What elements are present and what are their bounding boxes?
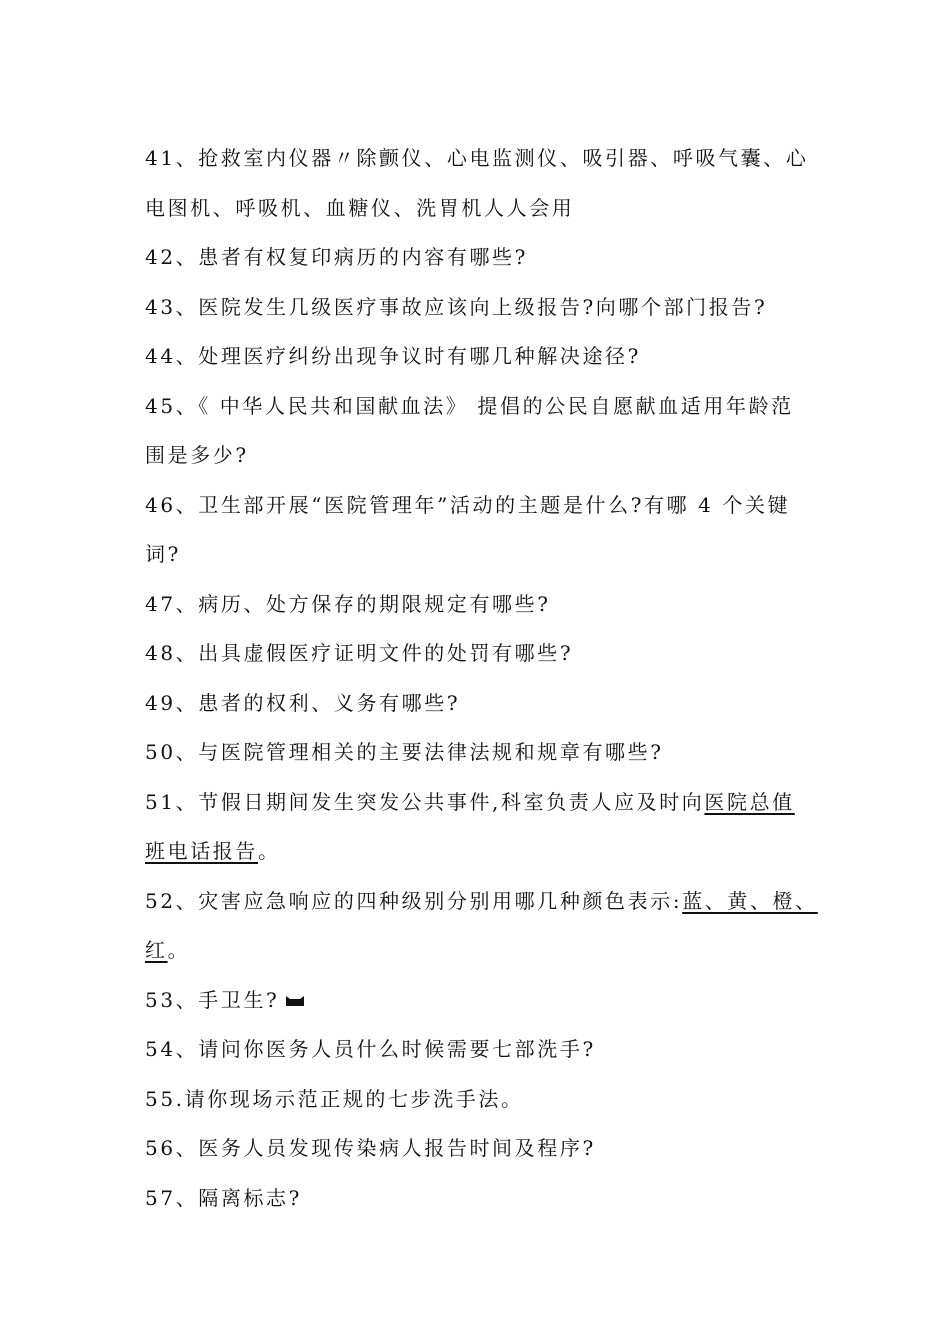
question-51-line-2: 班电话报告。	[145, 839, 281, 863]
answer-52-underlined-cont: 红	[145, 938, 168, 962]
question-52-line-2: 红。	[145, 938, 191, 962]
question-56: 56、医务人员发现传染病人报告时间及程序?	[145, 1136, 596, 1160]
question-45-line-1: 45、《 中华人民共和国献血法》 提倡的公民自愿献血适用年龄范	[145, 393, 794, 418]
question-54: 54、请问你医务人员什么时候需要七部洗手?	[145, 1037, 596, 1061]
question-41-line-1: 41、抢救室内仪器〃除颤仪、心电监测仪、吸引器、呼吸气囊、心	[145, 146, 809, 170]
question-50: 50、与医院管理相关的主要法律法规和规章有哪些?	[145, 740, 664, 764]
question-44: 44、处理医疗纠纷出现争议时有哪几种解决途径?	[145, 344, 641, 368]
stray-mark-icon	[285, 976, 305, 1026]
answer-51-underlined-cont: 班电话报告	[145, 839, 258, 863]
question-46-line-1: 46、卫生部开展“医院管理年”活动的主题是什么?有哪 4 个关键	[145, 492, 791, 517]
question-49: 49、患者的权利、义务有哪些?	[145, 690, 461, 715]
question-list	[145, 134, 835, 1223]
question-46-line-2: 词?	[145, 542, 181, 566]
answer-51-underlined: 医院总值	[704, 789, 795, 814]
question-43: 43、医院发生几级医疗事故应该向上级报告?向哪个部门报告?	[145, 294, 768, 319]
question-45-line-2: 围是多少?	[145, 443, 249, 467]
question-55: 55.请你现场示范正规的七步洗手法。	[145, 1086, 524, 1111]
question-48: 48、出具虚假医疗证明文件的处罚有哪些?	[145, 641, 574, 665]
question-42: 42、患者有权复印病历的内容有哪些?	[145, 245, 528, 269]
question-47: 47、病历、处方保存的期限规定有哪些?	[145, 591, 551, 616]
question-57: 57、隔离标志?	[145, 1185, 302, 1210]
question-52-line-1: 52、灾害应急响应的四种级别分别用哪几种颜色表示:蓝、黄、橙、	[145, 888, 818, 913]
answer-52-underlined: 蓝、黄、橙、	[682, 888, 818, 913]
question-41-line-2: 电图机、呼吸机、血糖仪、洗胃机人人会用	[145, 195, 575, 220]
question-51-line-1: 51、节假日期间发生突发公共事件,科室负责人应及时向医院总值	[145, 789, 795, 814]
question-53: 53、手卫生?	[145, 976, 835, 1026]
